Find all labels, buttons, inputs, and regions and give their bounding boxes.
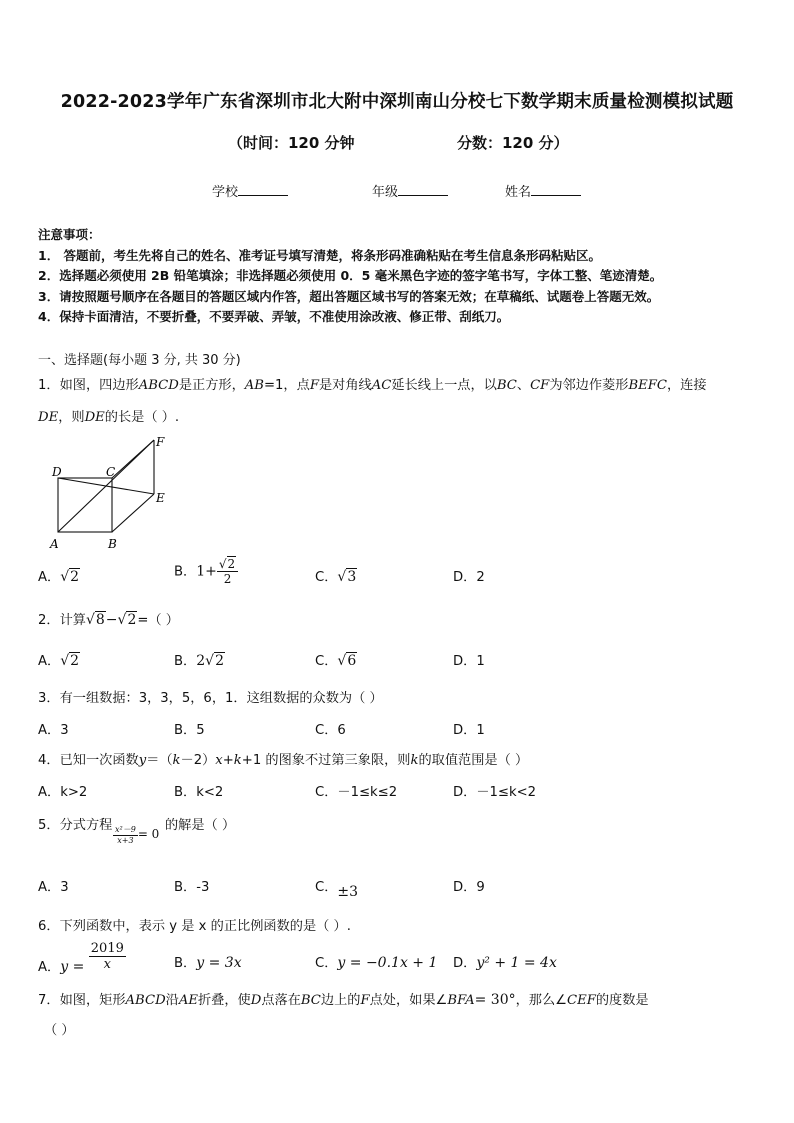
name-label: 姓名 — [505, 185, 532, 200]
q4-option-d: D．－1≤k<2 — [453, 785, 537, 800]
question-1-figure — [48, 432, 178, 554]
q1-option-b: B．1+ $\frac{√2}{2}$ — [174, 558, 238, 585]
question-1-line-1: 1．如图，四边形ABCD是正方形，AB=1，点F是对角线AC延长线上一点，以BC、CF为邻边作菱形BEFC，连接 — [38, 378, 707, 393]
section-heading: 一、选择题(每小题 3 分, 共 30 分) — [38, 353, 241, 368]
exam-time: （时间：120 分钟 — [228, 134, 355, 152]
notice-item: 3．请按照题号顺序在各题目的答题区域内作答，超出答题区域书写的答案无效；在草稿纸、试题卷上答题无效。 — [38, 289, 660, 304]
q6-option-d: D．y² + 1 = 4x — [453, 955, 557, 971]
q3-option-a: A．3 — [38, 723, 69, 738]
question-2: 2．计算√8−√2=（ ） — [38, 612, 179, 628]
notice-heading: 注意事项： — [38, 227, 101, 242]
question-7-line-1: 7．如图，矩形ABCD沿AE折叠，使D点落在BC边上的F点处，如果∠BFA= 30°，那么∠CEF的度数是 — [38, 992, 649, 1008]
school-field — [212, 181, 288, 200]
q6-option-a: A．y = $\frac{2019}{x}$ — [38, 941, 124, 975]
question-7-line-2: （ ） — [44, 1023, 75, 1038]
q4-option-b: B．k<2 — [174, 785, 224, 800]
notice-item: 1． 答题前，考生先将自己的姓名、准考证号填写清楚，将条形码准确粘贴在考生信息条形码粘贴区。 — [38, 248, 602, 263]
school-blank — [238, 183, 288, 196]
q2-option-a: A．√2 — [38, 653, 80, 669]
q5-option-b: B．-3 — [174, 880, 210, 895]
side-cf — [112, 440, 154, 478]
q3-option-b: B．5 — [174, 723, 205, 738]
question-3: 3．有一组数据：3，3，5，6，1．这组数据的众数为（ ） — [38, 691, 383, 706]
notice-item: 2．选择题必须使用 2B 铅笔填涂；非选择题必须使用 0．5 毫米黑色字迹的签字笔书写，字体工整、笔迹清楚。 — [38, 268, 663, 283]
q5-equation: $\frac{\text{x²－9}}{x+3}$ = 0 — [115, 825, 160, 845]
question-6: 6．下列函数中，表示 y 是 x 的正比例函数的是（ ）. — [38, 919, 351, 934]
exam-score: 分数：120 分） — [457, 134, 569, 152]
q3-option-d: D．1 — [453, 723, 485, 738]
q2-option-c: C．√6 — [315, 653, 357, 669]
q1-option-a: A．√2 — [38, 569, 80, 585]
school-label: 学校 — [212, 185, 239, 200]
q4-option-c: C．－1≤k≤2 — [315, 785, 398, 800]
label-e: E — [156, 491, 165, 505]
q5-option-c: C．±3 — [315, 880, 359, 900]
segment-de — [58, 478, 154, 494]
label-c: C — [106, 465, 116, 479]
q5-option-a: A．3 — [38, 880, 69, 895]
question-1-line-2: DE，则DE的长是（ ）. — [38, 410, 180, 425]
grade-field — [372, 181, 448, 200]
label-d: D — [52, 465, 62, 479]
question-4: 4．已知一次函数y＝（k－2）x+k+1 的图象不过第三象限，则k的取值范围是（ ） — [38, 753, 529, 768]
q2-option-d: D．1 — [453, 654, 485, 669]
question-5-stem: 5．分式方程 — [38, 818, 113, 833]
label-f: F — [156, 435, 165, 449]
q6-option-c: C．y = −0.1x + 1 — [315, 955, 438, 971]
grade-blank — [398, 183, 448, 196]
q5-option-d: D．9 — [453, 880, 485, 895]
question-5-tail: 的解是（ ） — [165, 818, 236, 833]
grade-label: 年级 — [372, 185, 399, 200]
name-blank — [531, 183, 581, 196]
side-be — [112, 494, 154, 532]
label-a: A — [50, 537, 59, 551]
name-field — [505, 181, 581, 200]
q1-option-c: C．√3 — [315, 569, 357, 585]
page-title: 2022-2023学年广东省深圳市北大附中深圳南山分校七下数学期末质量检测模拟试题 — [60, 92, 734, 112]
q3-option-c: C．6 — [315, 723, 346, 738]
q4-option-a: A．k>2 — [38, 785, 88, 800]
q6-option-b: B．y = 3x — [174, 955, 242, 971]
q2-option-b: B．2√2 — [174, 653, 225, 669]
notice-item: 4．保持卡面清洁，不要折叠，不要弄破、弄皱，不准使用涂改液、修正带、刮纸刀。 — [38, 309, 510, 324]
label-b: B — [108, 537, 117, 551]
q1-option-d: D．2 — [453, 570, 485, 585]
